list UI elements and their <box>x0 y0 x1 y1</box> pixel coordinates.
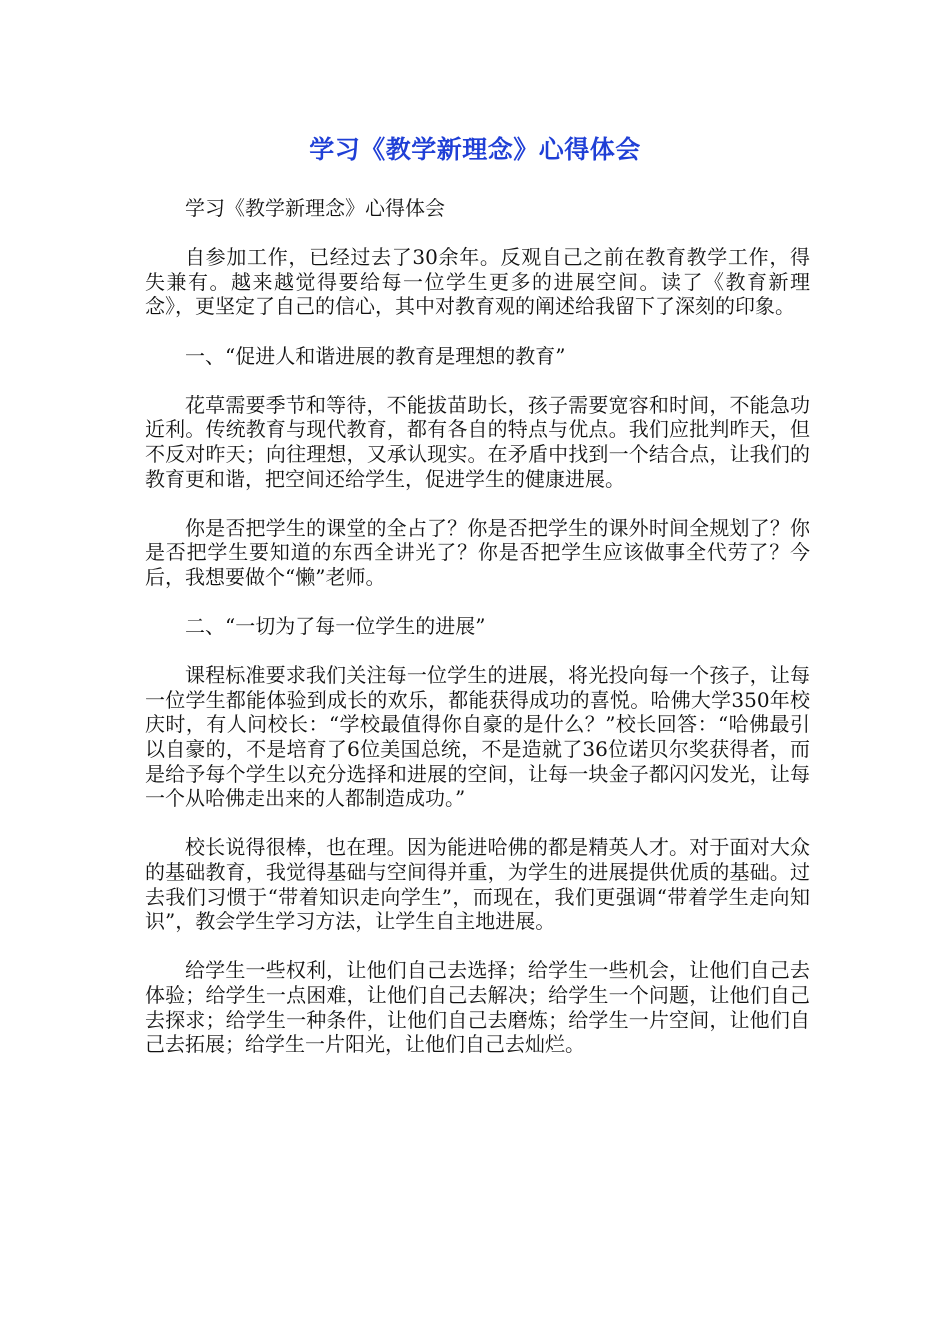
paragraph: 给学生一些权利，让他们自己去选择；给学生一些机会，让他们自己去体验；给学生一点困难，让他们自己去解决；给学生一个问题，让他们自己去探求；给学生一种条件，让他们自己去磨炼；给学生一片空间，让他们自己去拓展；给学生一片阳光，让他们自己去灿烂。 <box>145 958 810 1057</box>
paragraph-intro: 自参加工作，已经过去了30余年。反观自己之前在教育教学工作，得失兼有。越来越觉得要给每一位学生更多的进展空间。读了《教育新理念》，更坚定了自己的信心，其中对教育观的阐述给我留下了深刻的印象。 <box>145 245 810 319</box>
paragraph: 校长说得很棒，也在理。因为能进哈佛的都是精英人才。对于面对大众的基础教育，我觉得基础与空间得并重，为学生的进展提供优质的基础。过去我们习惯于“带着知识走向学生”，而现在，我们更强调“带着学生走向知识”，教会学生学习方法，让学生自主地进展。 <box>145 835 810 934</box>
paragraph-subtitle: 学习《教学新理念》心得体会 <box>185 196 445 220</box>
paragraph: 花草需要季节和等待，不能拔苗助长，孩子需要宽容和时间，不能急功近利。传统教育与现代教育，都有各自的特点与优点。我们应批判昨天，但不反对昨天；向往理想，又承认现实。在矛盾中找到一个结合点，让我们的教育更和谐，把空间还给学生，促进学生的健康进展。 <box>145 392 810 491</box>
paragraph: 你是否把学生的课堂的全占了？你是否把学生的课外时间全规划了？你是否把学生要知道的东西全讲光了？你是否把学生应该做事全代劳了？今后，我想要做个“懒”老师。 <box>145 515 810 589</box>
section-heading-1: 一、“促进人和谐进展的教育是理想的教育” <box>185 343 566 368</box>
document-body <box>145 196 810 1081</box>
paragraph: 课程标准要求我们关注每一位学生的进展，将光投向每一个孩子，让每一位学生都能体验到成长的欢乐，都能获得成功的喜悦。哈佛大学350年校庆时，有人问校长：“学校最值得你自豪的是什么？”校长回答：“哈佛最引以自豪的，不是培育了6位美国总统，不是造就了36位诺贝尔奖获得者，而是给予每个学生以充分选择和进展的空间，让每一块金子都闪闪发光，让每一个从哈佛走出来的人都制造成功。” <box>145 663 810 811</box>
document-title: 学习《教学新理念》心得体会 <box>309 135 641 164</box>
section-heading-2: 二、“一切为了每一位学生的进展” <box>185 614 486 639</box>
